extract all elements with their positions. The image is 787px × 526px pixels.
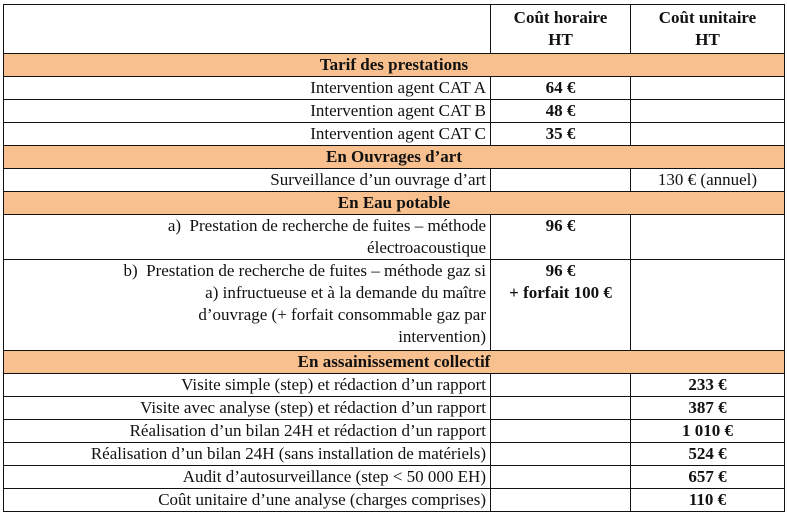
header-unit-line1: Coût unitaire xyxy=(658,8,757,27)
hourly-line: + forfait 100 € xyxy=(509,283,612,302)
table-row xyxy=(4,100,785,123)
table-row xyxy=(4,489,785,512)
row-label: Intervention agent CAT A xyxy=(4,77,491,100)
unit-cost xyxy=(631,215,785,260)
hourly-cost xyxy=(491,489,631,512)
section-row-ouvrages xyxy=(4,146,785,169)
label-line: b) Prestation de recherche de fuites – méthode gaz si xyxy=(123,261,486,280)
unit-cost xyxy=(631,77,785,100)
hourly-cost xyxy=(491,466,631,489)
header-hourly-line2: HT xyxy=(548,30,573,49)
header-hourly-line1: Coût horaire xyxy=(513,8,608,27)
row-label: Coût unitaire d’une analyse (charges comprises) xyxy=(4,489,491,512)
header-hourly-cost xyxy=(491,5,631,54)
table-row xyxy=(4,215,785,260)
unit-cost: 387 € xyxy=(631,397,785,420)
hourly-cost: 35 € xyxy=(491,123,631,146)
row-label: Réalisation d’un bilan 24H (sans installation de matériels) xyxy=(4,443,491,466)
table-row xyxy=(4,397,785,420)
row-label xyxy=(4,260,491,351)
header-empty-cell xyxy=(4,5,491,54)
row-label: Visite simple (step) et rédaction d’un rapport xyxy=(4,374,491,397)
hourly-cost xyxy=(491,443,631,466)
pricing-table xyxy=(3,4,785,512)
row-label: Intervention agent CAT B xyxy=(4,100,491,123)
section-title: En assainissement collectif xyxy=(4,351,785,374)
unit-cost: 657 € xyxy=(631,466,785,489)
table-row xyxy=(4,77,785,100)
section-row-eau xyxy=(4,192,785,215)
table-row xyxy=(4,443,785,466)
label-line: intervention) xyxy=(398,327,486,346)
section-row-tarif xyxy=(4,54,785,77)
table-row xyxy=(4,466,785,489)
table-row xyxy=(4,260,785,351)
hourly-cost: 48 € xyxy=(491,100,631,123)
section-title: En Eau potable xyxy=(4,192,785,215)
label-line: d’ouvrage (+ forfait consommable gaz par xyxy=(198,305,486,324)
hourly-cost xyxy=(491,420,631,443)
unit-cost: 524 € xyxy=(631,443,785,466)
unit-cost: 233 € xyxy=(631,374,785,397)
hourly-line: 96 € xyxy=(545,261,576,280)
label-line: a) infructueuse et à la demande du maître xyxy=(205,283,486,302)
unit-cost xyxy=(631,100,785,123)
section-title: Tarif des prestations xyxy=(4,54,785,77)
row-label: Audit d’autosurveillance (step < 50 000 EH) xyxy=(4,466,491,489)
unit-cost: 110 € xyxy=(631,489,785,512)
hourly-cost xyxy=(491,374,631,397)
row-label: Réalisation d’un bilan 24H et rédaction d’un rapport xyxy=(4,420,491,443)
hourly-cost xyxy=(491,169,631,192)
hourly-cost xyxy=(491,397,631,420)
header-unit-cost xyxy=(631,5,785,54)
row-label: Surveillance d’un ouvrage d’art xyxy=(4,169,491,192)
unit-cost xyxy=(631,260,785,351)
row-label: Intervention agent CAT C xyxy=(4,123,491,146)
hourly-line: 96 € xyxy=(545,216,576,235)
hourly-cost xyxy=(491,215,631,260)
header-unit-line2: HT xyxy=(695,30,720,49)
table-row xyxy=(4,123,785,146)
header-row xyxy=(4,5,785,54)
label-line: a) Prestation de recherche de fuites – méthode xyxy=(167,216,486,235)
table-row xyxy=(4,374,785,397)
unit-cost xyxy=(631,123,785,146)
hourly-cost xyxy=(491,260,631,351)
unit-cost: 1 010 € xyxy=(631,420,785,443)
hourly-cost: 64 € xyxy=(491,77,631,100)
table-row xyxy=(4,169,785,192)
section-title: En Ouvrages d’art xyxy=(4,146,785,169)
row-label xyxy=(4,215,491,260)
row-label: Visite avec analyse (step) et rédaction d’un rapport xyxy=(4,397,491,420)
section-row-assainissement xyxy=(4,351,785,374)
table-row xyxy=(4,420,785,443)
label-line: électroacoustique xyxy=(367,238,486,257)
unit-cost: 130 € (annuel) xyxy=(631,169,785,192)
